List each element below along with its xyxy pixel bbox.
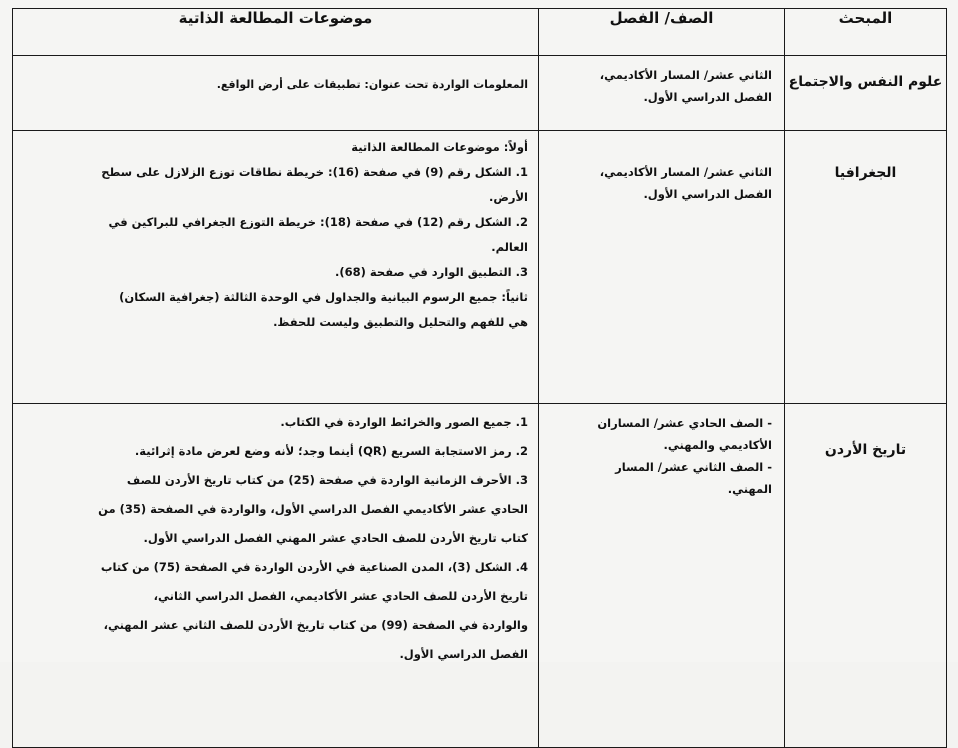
topic-line: كتاب تاريخ الأردن للصف الحادي عشر المهني الفصل الدراسي الأول. [143, 531, 528, 545]
table-row [13, 131, 947, 404]
grade-line: - الصف الثاني عشر/ المسار [615, 460, 772, 474]
topic-line: الحادي عشر الأكاديمي الفصل الدراسي الأول، والواردة في الصفحة (35) من [98, 502, 528, 516]
topics-cell [13, 131, 539, 404]
grade-line: الفصل الدراسي الأول. [643, 90, 772, 104]
header-subject-text: المبحث [838, 9, 893, 27]
grade-line: المهني. [727, 482, 772, 496]
topic-line: ثانياً: جميع الرسوم البيانية والجداول في الوحدة الثالثة (جغرافية السكان) [119, 290, 528, 304]
topic-line: الأرض. [489, 190, 528, 204]
subject-cell [785, 404, 947, 748]
header-row [13, 9, 947, 56]
header-subject [785, 9, 947, 56]
topics-cell [13, 56, 539, 131]
subject-text: الجغرافيا [834, 165, 897, 181]
topic-line: تاريخ الأردن للصف الحادي عشر الأكاديمي، الفصل الدراسي الثاني، [153, 589, 528, 603]
subject-cell [785, 131, 947, 404]
self-study-table [12, 8, 947, 748]
header-topics-text: موضوعات المطالعة الذاتية [178, 9, 373, 27]
grade-cell [539, 404, 785, 748]
header-topics [13, 9, 539, 56]
subject-text: تاريخ الأردن [824, 442, 907, 458]
grade-line: - الصف الحادي عشر/ المساران [597, 416, 772, 430]
grade-cell [539, 56, 785, 131]
grade-line: الثاني عشر/ المسار الأكاديمي، [599, 165, 772, 179]
header-grade [539, 9, 785, 56]
table-row [13, 56, 947, 131]
topics-cell [13, 404, 539, 748]
topic-line: الفصل الدراسي الأول. [399, 647, 528, 661]
table-row [13, 404, 947, 748]
topic-line: 1. الشكل رقم (9) في صفحة (16): خريطة نطاقات توزع الزلازل على سطح [101, 165, 528, 179]
topic-line: العالم. [491, 240, 528, 254]
topic-line: والواردة في الصفحة (99) من كتاب تاريخ الأردن للصف الثاني عشر المهني، [103, 618, 528, 632]
topic-line: 3. الأحرف الزمانية الواردة في صفحة (25) من كتاب تاريخ الأردن للصف [126, 473, 528, 487]
topic-line: هي للفهم والتحليل والتطبيق وليست للحفظ. [273, 315, 528, 329]
topic-line: 1. جميع الصور والخرائط الواردة في الكتاب. [280, 415, 528, 429]
subject-text: علوم النفس والاجتماع [788, 74, 943, 90]
topic-line: 3. التطبيق الوارد في صفحة (68). [335, 265, 528, 279]
grade-line: الفصل الدراسي الأول. [643, 187, 772, 201]
grade-line: الثاني عشر/ المسار الأكاديمي، [599, 68, 772, 82]
subject-cell [785, 56, 947, 131]
topic-line: المعلومات الواردة تحت عنوان: تطبيقات على أرض الواقع. [216, 78, 528, 91]
grade-cell [539, 131, 785, 404]
header-grade-text: الصف/ الفصل [609, 9, 714, 27]
grade-line: الأكاديمي والمهني. [663, 438, 772, 452]
topic-line: 2. رمز الاستجابة السريع (QR) أينما وجد؛ لأنه وضع لعرض مادة إثرائية. [134, 444, 528, 458]
topic-line: 2. الشكل رقم (12) في صفحة (18): خريطة التوزع الجغرافي للبراكين في [108, 215, 528, 229]
topic-heading: أولاً: موضوعات المطالعة الذاتية [351, 140, 528, 154]
topic-line: 4. الشكل (3)، المدن الصناعية في الأردن الواردة في الصفحة (75) من كتاب [100, 560, 528, 574]
